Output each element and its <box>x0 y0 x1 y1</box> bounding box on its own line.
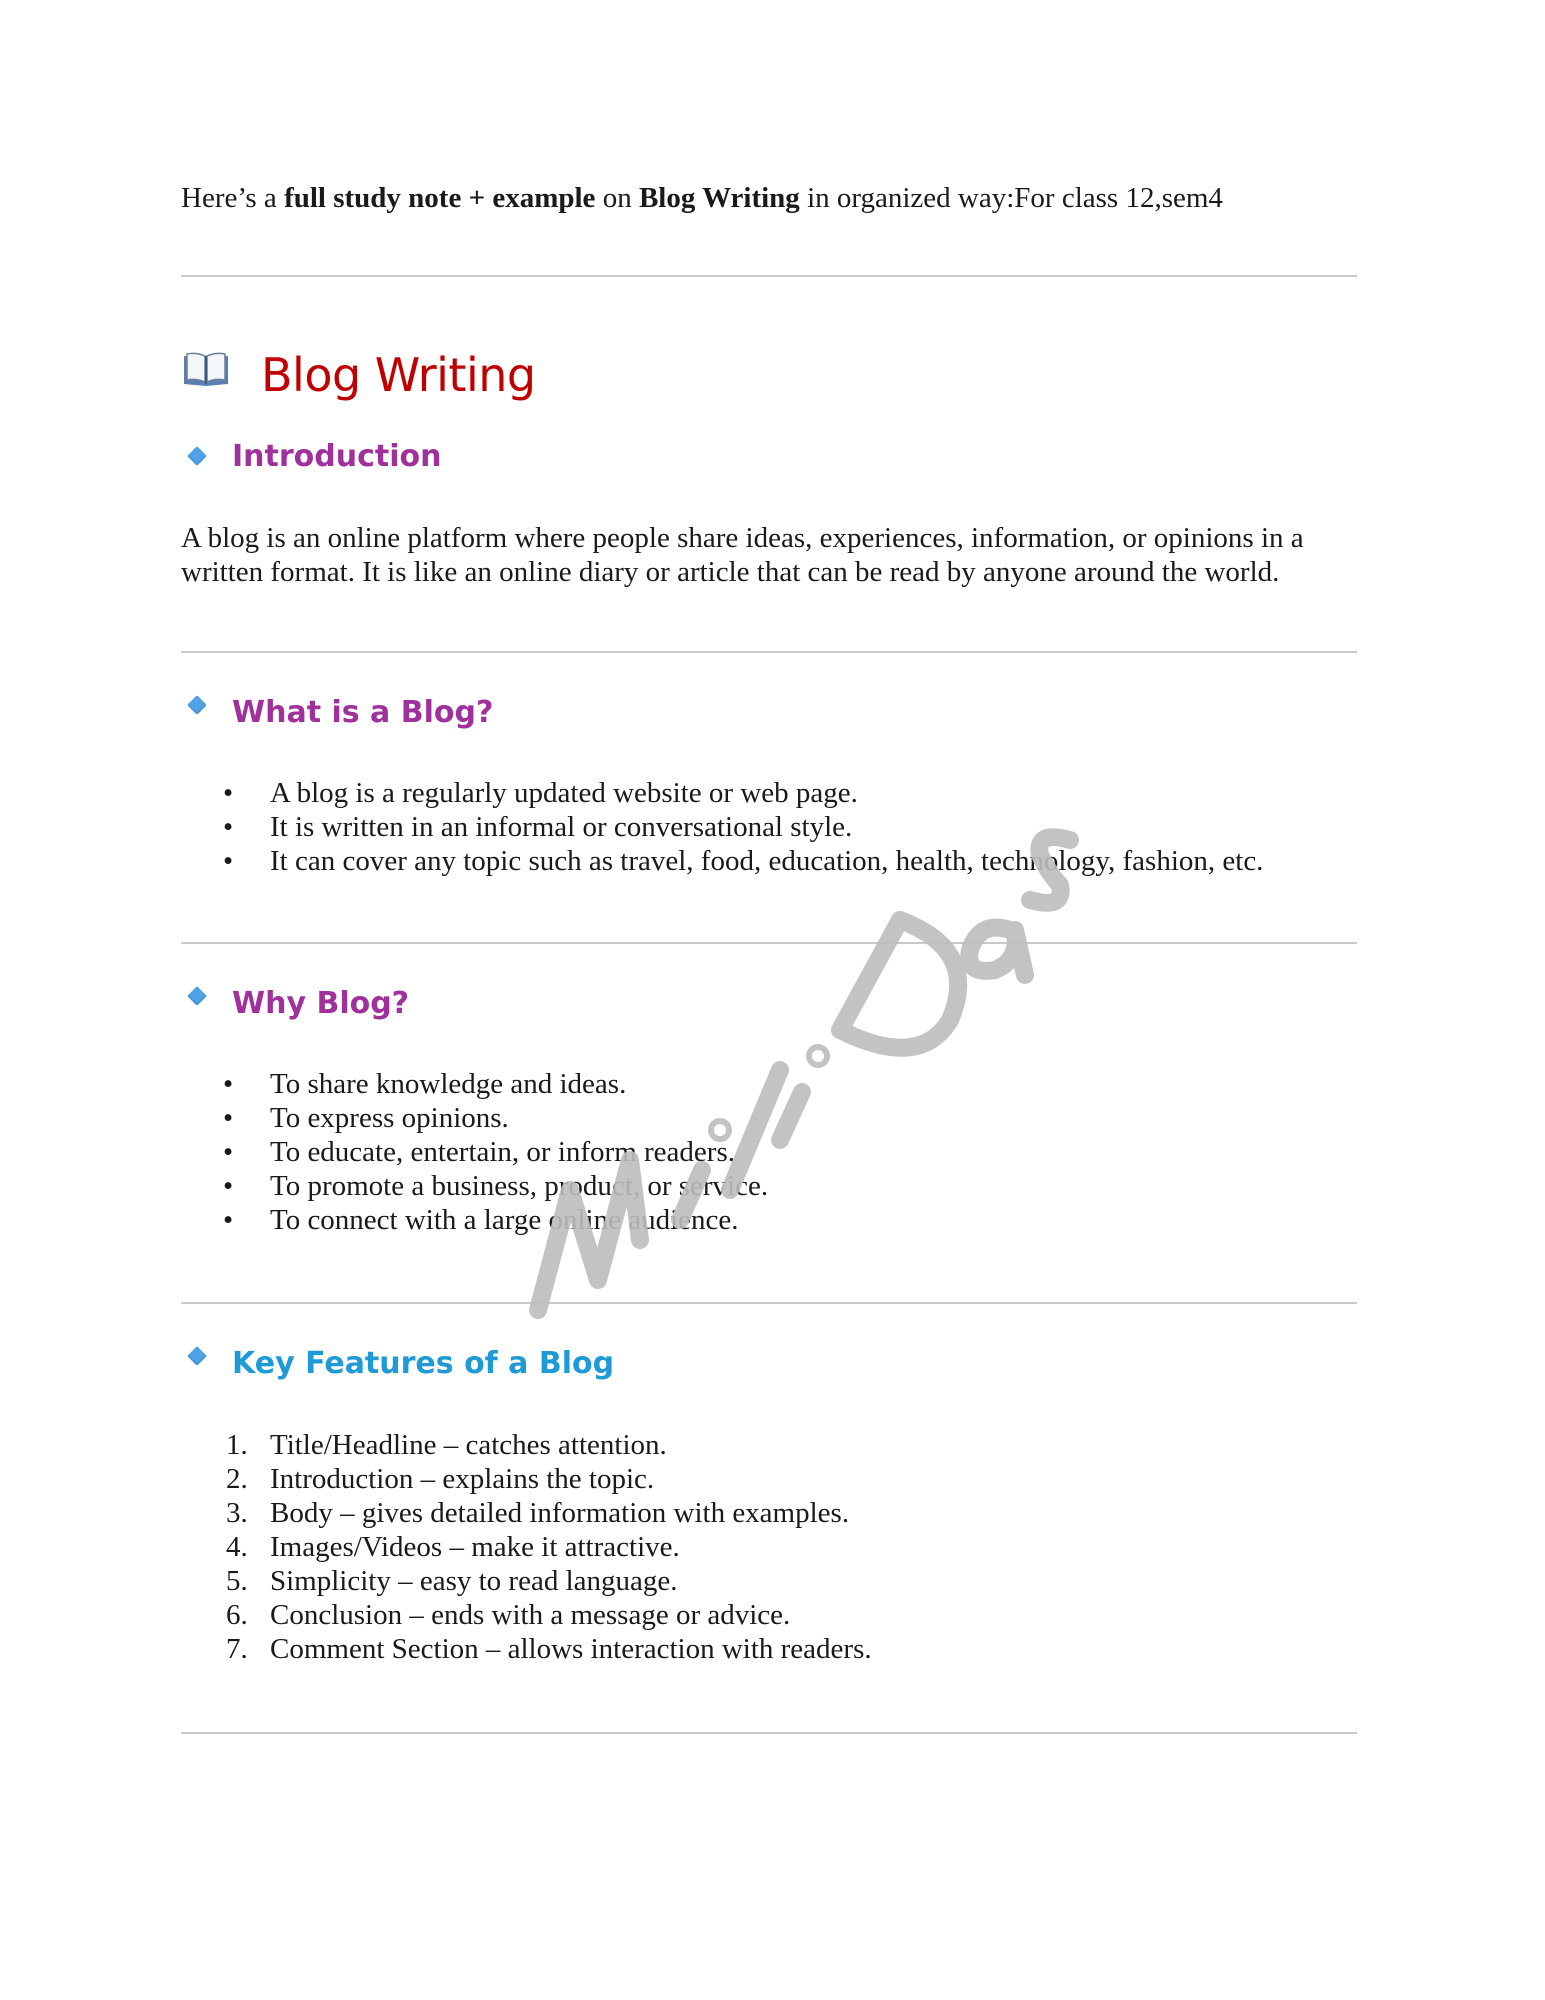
bullet: • <box>223 777 234 809</box>
divider <box>181 1302 1357 1304</box>
list-item-text: To educate, entertain, or inform readers. <box>270 1136 735 1168</box>
list-number: 6. <box>226 1599 248 1631</box>
section-title: What is a Blog? <box>232 694 494 730</box>
blue-diamond-icon <box>187 1346 207 1366</box>
document-title: Blog Writing <box>261 348 536 402</box>
divider <box>181 942 1357 944</box>
list-item-text: It is written in an informal or conversational style. <box>270 811 853 843</box>
list-item <box>181 1462 872 1496</box>
list-item-text: Comment Section – allows interaction with readers. <box>270 1633 872 1665</box>
list-item <box>181 1530 872 1564</box>
bullet: • <box>223 1204 234 1236</box>
bullet: • <box>223 1102 234 1134</box>
why-list <box>181 1067 768 1237</box>
blue-diamond-icon <box>187 446 207 466</box>
section-heading-why <box>186 981 409 1025</box>
list-number: 7. <box>226 1633 248 1665</box>
list-item-text: Body – gives detailed information with examples. <box>270 1497 850 1529</box>
list-item-text: Introduction – explains the topic. <box>270 1463 655 1495</box>
list-item <box>181 1101 768 1135</box>
list-item <box>181 1135 768 1169</box>
section-heading-features <box>186 1341 614 1385</box>
features-list <box>181 1428 872 1666</box>
bullet: • <box>223 1136 234 1168</box>
bullet: • <box>223 1068 234 1100</box>
list-item <box>181 1428 872 1462</box>
section-title: Introduction <box>232 438 442 474</box>
list-item-text: To share knowledge and ideas. <box>270 1068 627 1100</box>
list-item-text: Conclusion – ends with a message or advice. <box>270 1599 791 1631</box>
list-item-text: Images/Videos – make it attractive. <box>270 1531 680 1563</box>
list-number: 5. <box>226 1565 248 1597</box>
what-is-list <box>181 776 1263 878</box>
section-heading-introduction <box>186 434 441 478</box>
intro-suffix: in organized way:For class 12,sem4 <box>799 182 1223 214</box>
title-row <box>181 340 536 410</box>
intro-prefix: Here’s a <box>181 182 285 214</box>
list-item <box>181 1564 872 1598</box>
bullet: • <box>223 845 234 877</box>
divider <box>181 1732 1357 1734</box>
divider <box>181 275 1357 277</box>
list-item-text: It can cover any topic such as travel, food, education, health, technology, fashion, etc. <box>270 845 1264 877</box>
intro-bold-topic: Blog Writing <box>638 182 800 214</box>
list-number: 3. <box>226 1497 248 1529</box>
list-number: 1. <box>226 1429 248 1461</box>
list-item-text: A blog is a regularly updated website or web page. <box>270 777 858 809</box>
list-item <box>181 1203 768 1237</box>
list-item-text: Simplicity – easy to read language. <box>270 1565 678 1597</box>
section-title: Why Blog? <box>232 985 410 1021</box>
divider <box>181 651 1357 653</box>
introduction-paragraph: A blog is an online platform where people share ideas, experiences, information, or opinions in a written format. It is like an online diary or article that can be read by anyone around the world. <box>181 522 1304 588</box>
section-title: Key Features of a Blog <box>232 1345 615 1381</box>
blue-diamond-icon <box>187 986 207 1006</box>
intro-bold-note: full study note + example <box>284 182 596 214</box>
list-item-text: To connect with a large online audience. <box>270 1204 739 1236</box>
list-number: 4. <box>226 1531 248 1563</box>
list-item <box>181 1169 768 1203</box>
intro-mid: on <box>595 182 639 214</box>
list-item <box>181 1632 872 1666</box>
list-item-text: To promote a business, product, or service. <box>270 1170 769 1202</box>
list-item-text: Title/Headline – catches attention. <box>270 1429 667 1461</box>
bullet: • <box>223 1170 234 1202</box>
list-item-text: To express opinions. <box>270 1102 509 1134</box>
intro-line <box>181 178 1223 218</box>
blue-diamond-icon <box>187 695 207 715</box>
list-item <box>181 776 1263 810</box>
section-heading-what-is <box>186 690 493 734</box>
list-item <box>181 844 1263 878</box>
bullet: • <box>223 811 234 843</box>
list-item <box>181 1067 768 1101</box>
list-item <box>181 1496 872 1530</box>
list-item <box>181 1598 872 1632</box>
list-item <box>181 810 1263 844</box>
open-book-icon <box>181 350 231 390</box>
list-number: 2. <box>226 1463 248 1495</box>
